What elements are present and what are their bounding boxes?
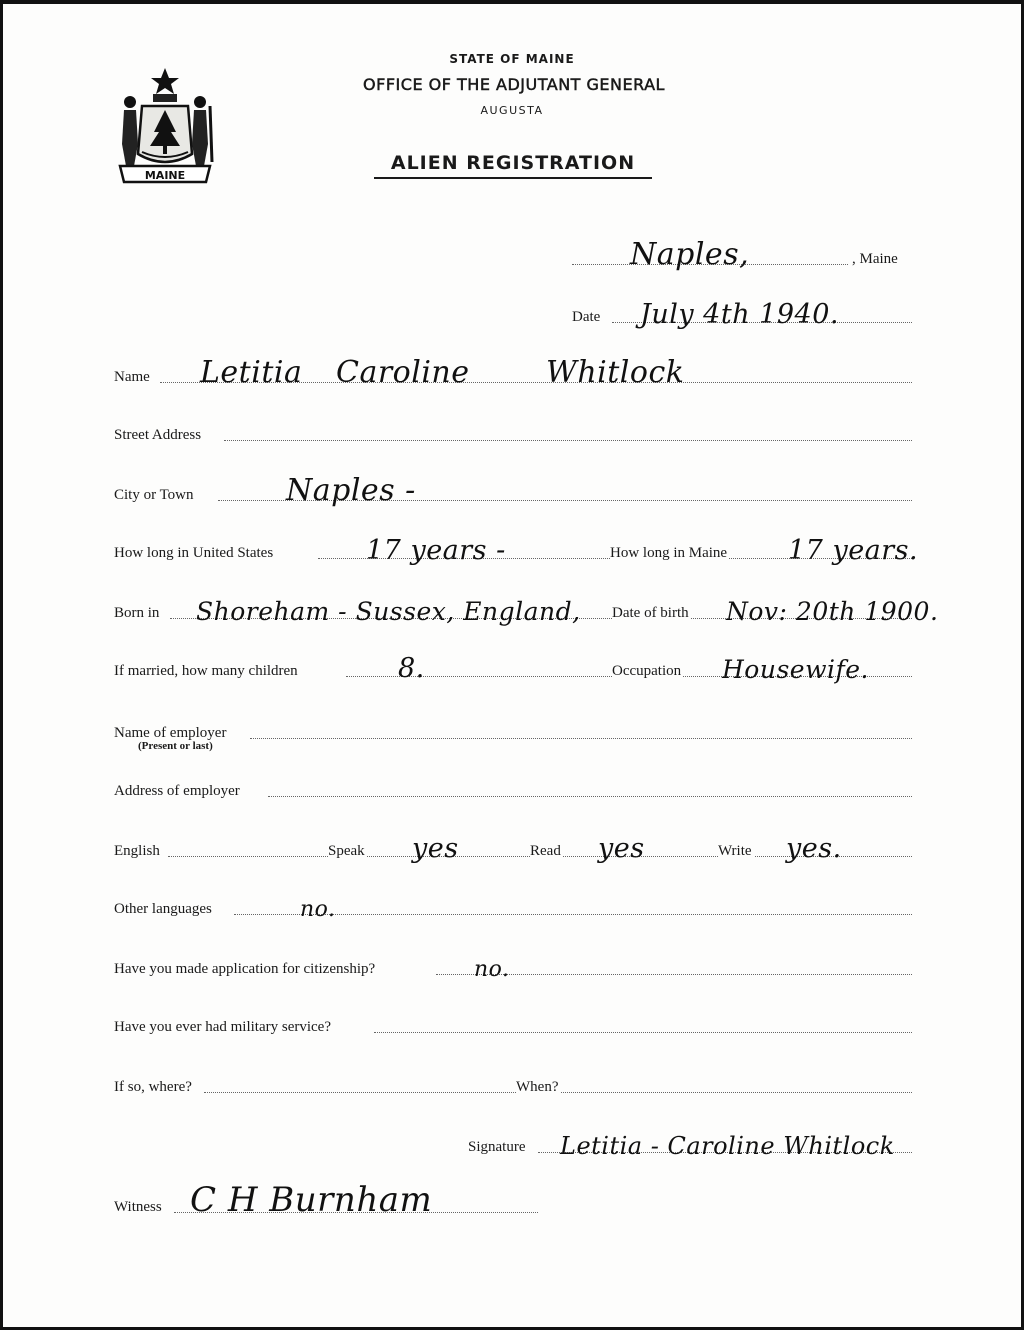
scan-edge-top [0, 0, 1024, 4]
header-office: OFFICE OF THE ADJUTANT GENERAL [363, 75, 665, 94]
signature-label: Signature [468, 1139, 526, 1155]
signature-value: Letitia - Caroline Whitlock [560, 1132, 895, 1160]
citizenship-value: no. [474, 957, 510, 982]
witness-value: C H Burnham [190, 1180, 433, 1220]
military-label: Have you ever had military service? [114, 1019, 331, 1035]
occupation-value: Housewife. [722, 655, 869, 684]
place-row [0, 237, 1024, 272]
name-middle: Caroline [336, 355, 470, 390]
header-city: AUGUSTA [480, 104, 544, 117]
name-row [0, 355, 1024, 390]
where-when-row [0, 1072, 1024, 1098]
children-label: If married, how many children [114, 663, 298, 679]
other-languages-value: no. [300, 897, 336, 922]
date-of-birth-label: Date of birth [612, 605, 689, 621]
city-value: Naples - [286, 473, 416, 508]
form-title: ALIEN REGISTRATION [390, 152, 636, 174]
born-in-value: Shoreham - Sussex, England, [196, 597, 581, 626]
citizenship-row [0, 954, 1024, 980]
street-address-label: Street Address [114, 427, 202, 443]
occupation-label: Occupation [612, 663, 682, 679]
name-first: Letitia [200, 355, 303, 390]
name-last: Whitlock [546, 355, 685, 390]
other-languages-label: Other languages [114, 901, 212, 917]
english-speak-label: Speak [328, 843, 365, 859]
born-row [0, 598, 1024, 624]
military-row [0, 1012, 1024, 1038]
english-write-label: Write [718, 843, 752, 859]
date-label: Date [572, 309, 601, 325]
english-write-value: yes. [786, 833, 842, 864]
state-seal-icon [112, 66, 218, 190]
children-row [0, 653, 1024, 684]
english-read-value: yes [598, 833, 645, 864]
date-value: July 4th 1940. [640, 299, 839, 330]
english-speak-value: yes [412, 833, 459, 864]
employer-address-row [0, 776, 1024, 802]
english-row [0, 833, 1024, 864]
employer-address-label: Address of employer [114, 783, 240, 799]
how-long-us-label: How long in United States [114, 545, 274, 561]
children-value: 8. [398, 653, 425, 684]
seal-text: MAINE [144, 169, 186, 182]
name-label: Name [114, 369, 150, 385]
city-row [0, 473, 1024, 508]
how-long-maine-value: 17 years. [788, 535, 919, 566]
english-label: English [114, 843, 160, 859]
title-underline [374, 177, 652, 179]
born-in-label: Born in [114, 605, 160, 621]
signature-row [0, 1132, 1024, 1158]
employer-name-sublabel: (Present or last) [138, 740, 213, 752]
date-row [0, 299, 1024, 330]
english-read-label: Read [530, 843, 561, 859]
place-suffix: , Maine [852, 251, 898, 267]
street-address-row [0, 420, 1024, 446]
when-label: When? [516, 1079, 559, 1095]
citizenship-label: Have you made application for citizenship? [114, 961, 376, 977]
how-long-us-value: 17 years - [366, 535, 506, 566]
witness-row [0, 1180, 1024, 1220]
how-long-row [0, 535, 1024, 566]
employer-name-label: Name of employer [114, 725, 227, 741]
date-of-birth-value: Nov: 20th 1900. [726, 597, 939, 626]
witness-label: Witness [114, 1199, 162, 1215]
place-value: Naples, [630, 237, 750, 272]
header-state: STATE OF MAINE [449, 52, 575, 66]
how-long-maine-label: How long in Maine [610, 545, 728, 561]
city-label: City or Town [114, 487, 194, 503]
other-languages-row [0, 894, 1024, 920]
where-label: If so, where? [114, 1079, 192, 1095]
